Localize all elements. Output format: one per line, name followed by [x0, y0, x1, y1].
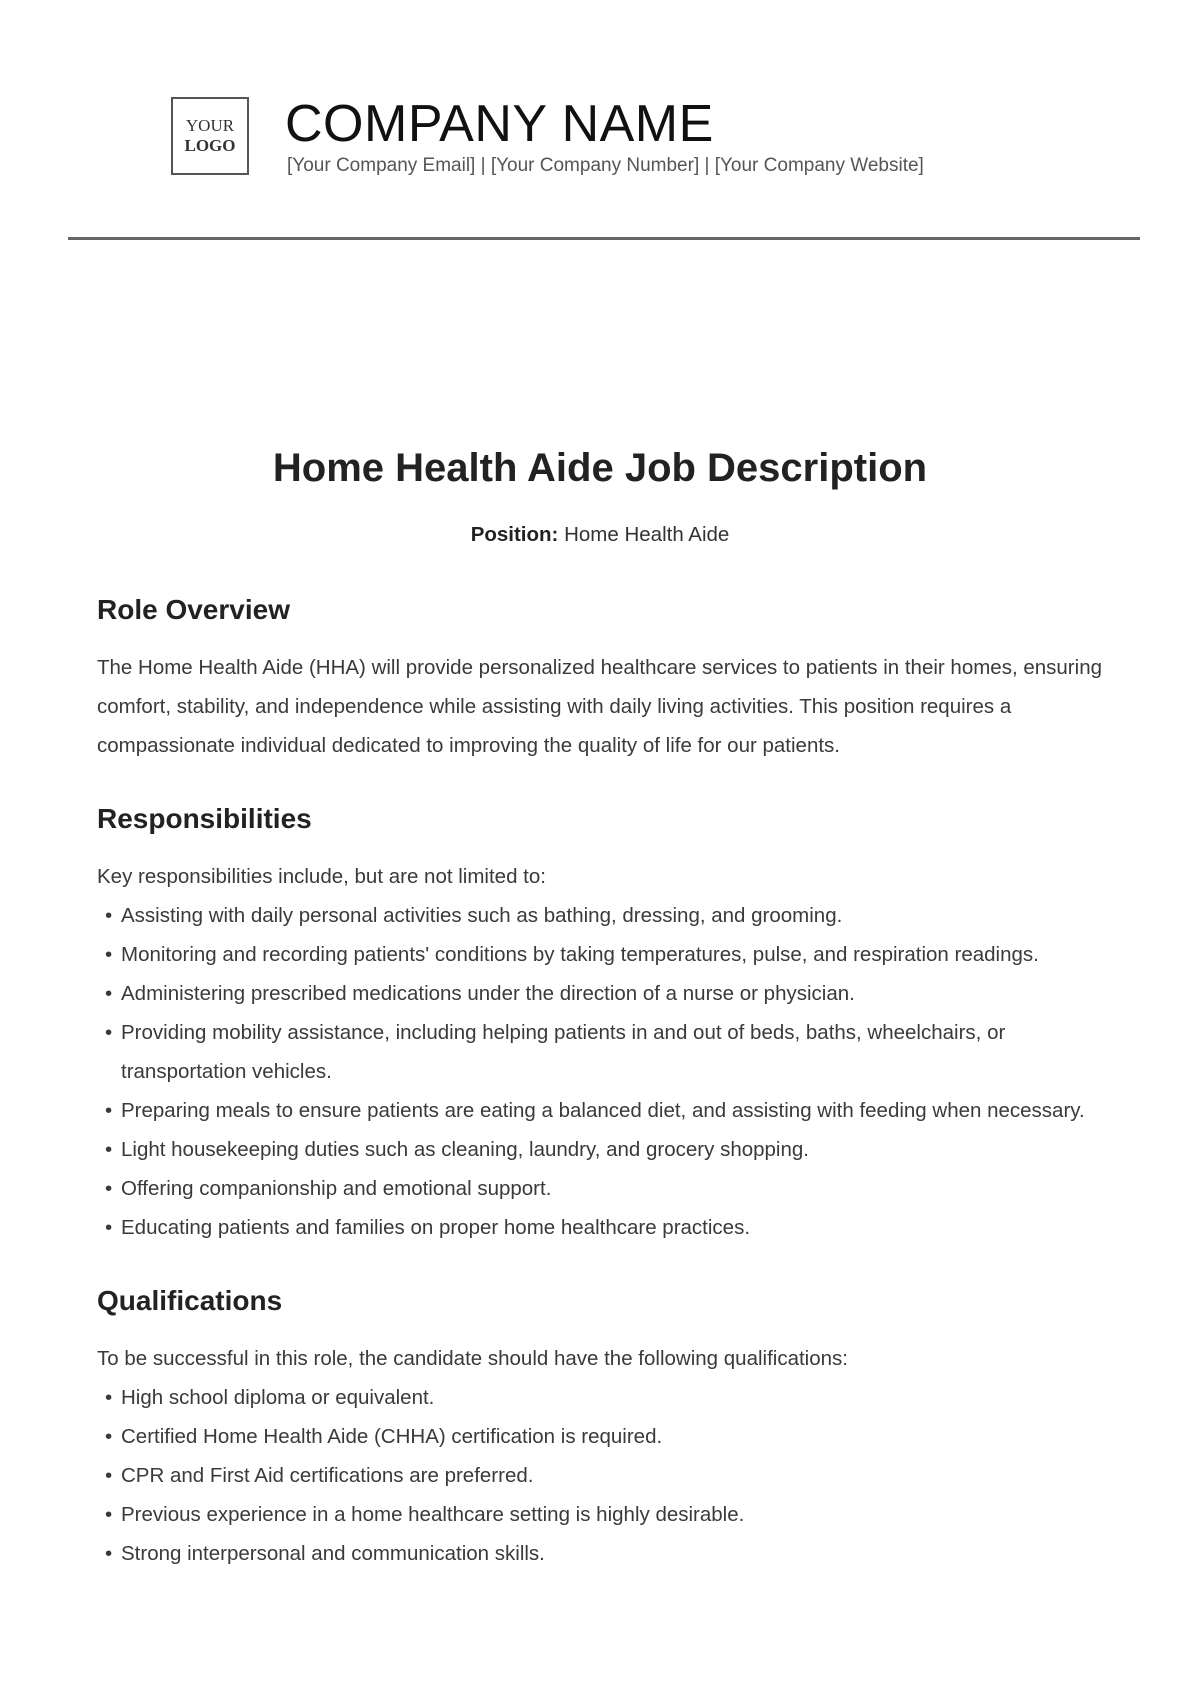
list-item: • Monitoring and recording patients' conditions by taking temperatures, pulse, and respiration readings. [97, 935, 1127, 974]
section-qualifications [97, 1281, 1127, 1573]
list-item: • Strong interpersonal and communication skills. [97, 1534, 1127, 1573]
list-item: • Offering companionship and emotional support. [97, 1169, 1127, 1208]
section-heading: Role Overview [97, 594, 290, 625]
section-paragraph: The Home Health Aide (HHA) will provide personalized healthcare services to patients in their homes, ensuring comfort, stability, and independence while assisting with daily living activities. This position requires a compassionate individual dedicated to improving the quality of life for our patients. [97, 656, 1102, 757]
document-body [97, 590, 1127, 1607]
list-item: • Educating patients and families on proper home healthcare practices. [97, 1208, 1127, 1247]
header-divider [68, 237, 1140, 240]
section-intro: Key responsibilities include, but are not limited to: [97, 865, 546, 888]
company-logo [171, 97, 249, 175]
list-item: • Certified Home Health Aide (CHHA) certification is required. [97, 1417, 1127, 1456]
position-value: Home Health Aide [564, 523, 730, 546]
list-item: • Previous experience in a home healthcare setting is highly desirable. [97, 1495, 1127, 1534]
list-item: • Preparing meals to ensure patients are eating a balanced diet, and assisting with feeding when necessary. [97, 1091, 1127, 1130]
section-heading: Qualifications [97, 1285, 283, 1316]
list-item: • High school diploma or equivalent. [97, 1378, 1127, 1417]
section-heading: Responsibilities [97, 803, 312, 834]
document-title: Home Health Aide Job Description [272, 446, 928, 490]
qualifications-list [97, 1378, 1127, 1573]
logo-text-line1: YOUR [185, 116, 235, 135]
list-item: • Light housekeeping duties such as cleaning, laundry, and grocery shopping. [97, 1130, 1127, 1169]
section-role-overview [97, 590, 1127, 765]
company-name: COMPANY NAME [285, 95, 714, 153]
position-label: Position: [470, 523, 559, 546]
section-responsibilities [97, 799, 1127, 1247]
logo-text-line2: LOGO [184, 136, 236, 155]
list-item: • CPR and First Aid certifications are preferred. [97, 1456, 1127, 1495]
company-contact: [Your Company Email] | [Your Company Number] | [Your Company Website] [287, 155, 924, 176]
list-item: • Providing mobility assistance, including helping patients in and out of beds, baths, wheelchairs, or transportation vehicles. [97, 1013, 1127, 1091]
position-line [0, 523, 1200, 547]
list-item: • Assisting with daily personal activities such as bathing, dressing, and grooming. [97, 896, 1127, 935]
responsibilities-list [97, 896, 1127, 1247]
list-item: • Administering prescribed medications under the direction of a nurse or physician. [97, 974, 1127, 1013]
section-intro: To be successful in this role, the candidate should have the following qualifications: [97, 1347, 848, 1370]
